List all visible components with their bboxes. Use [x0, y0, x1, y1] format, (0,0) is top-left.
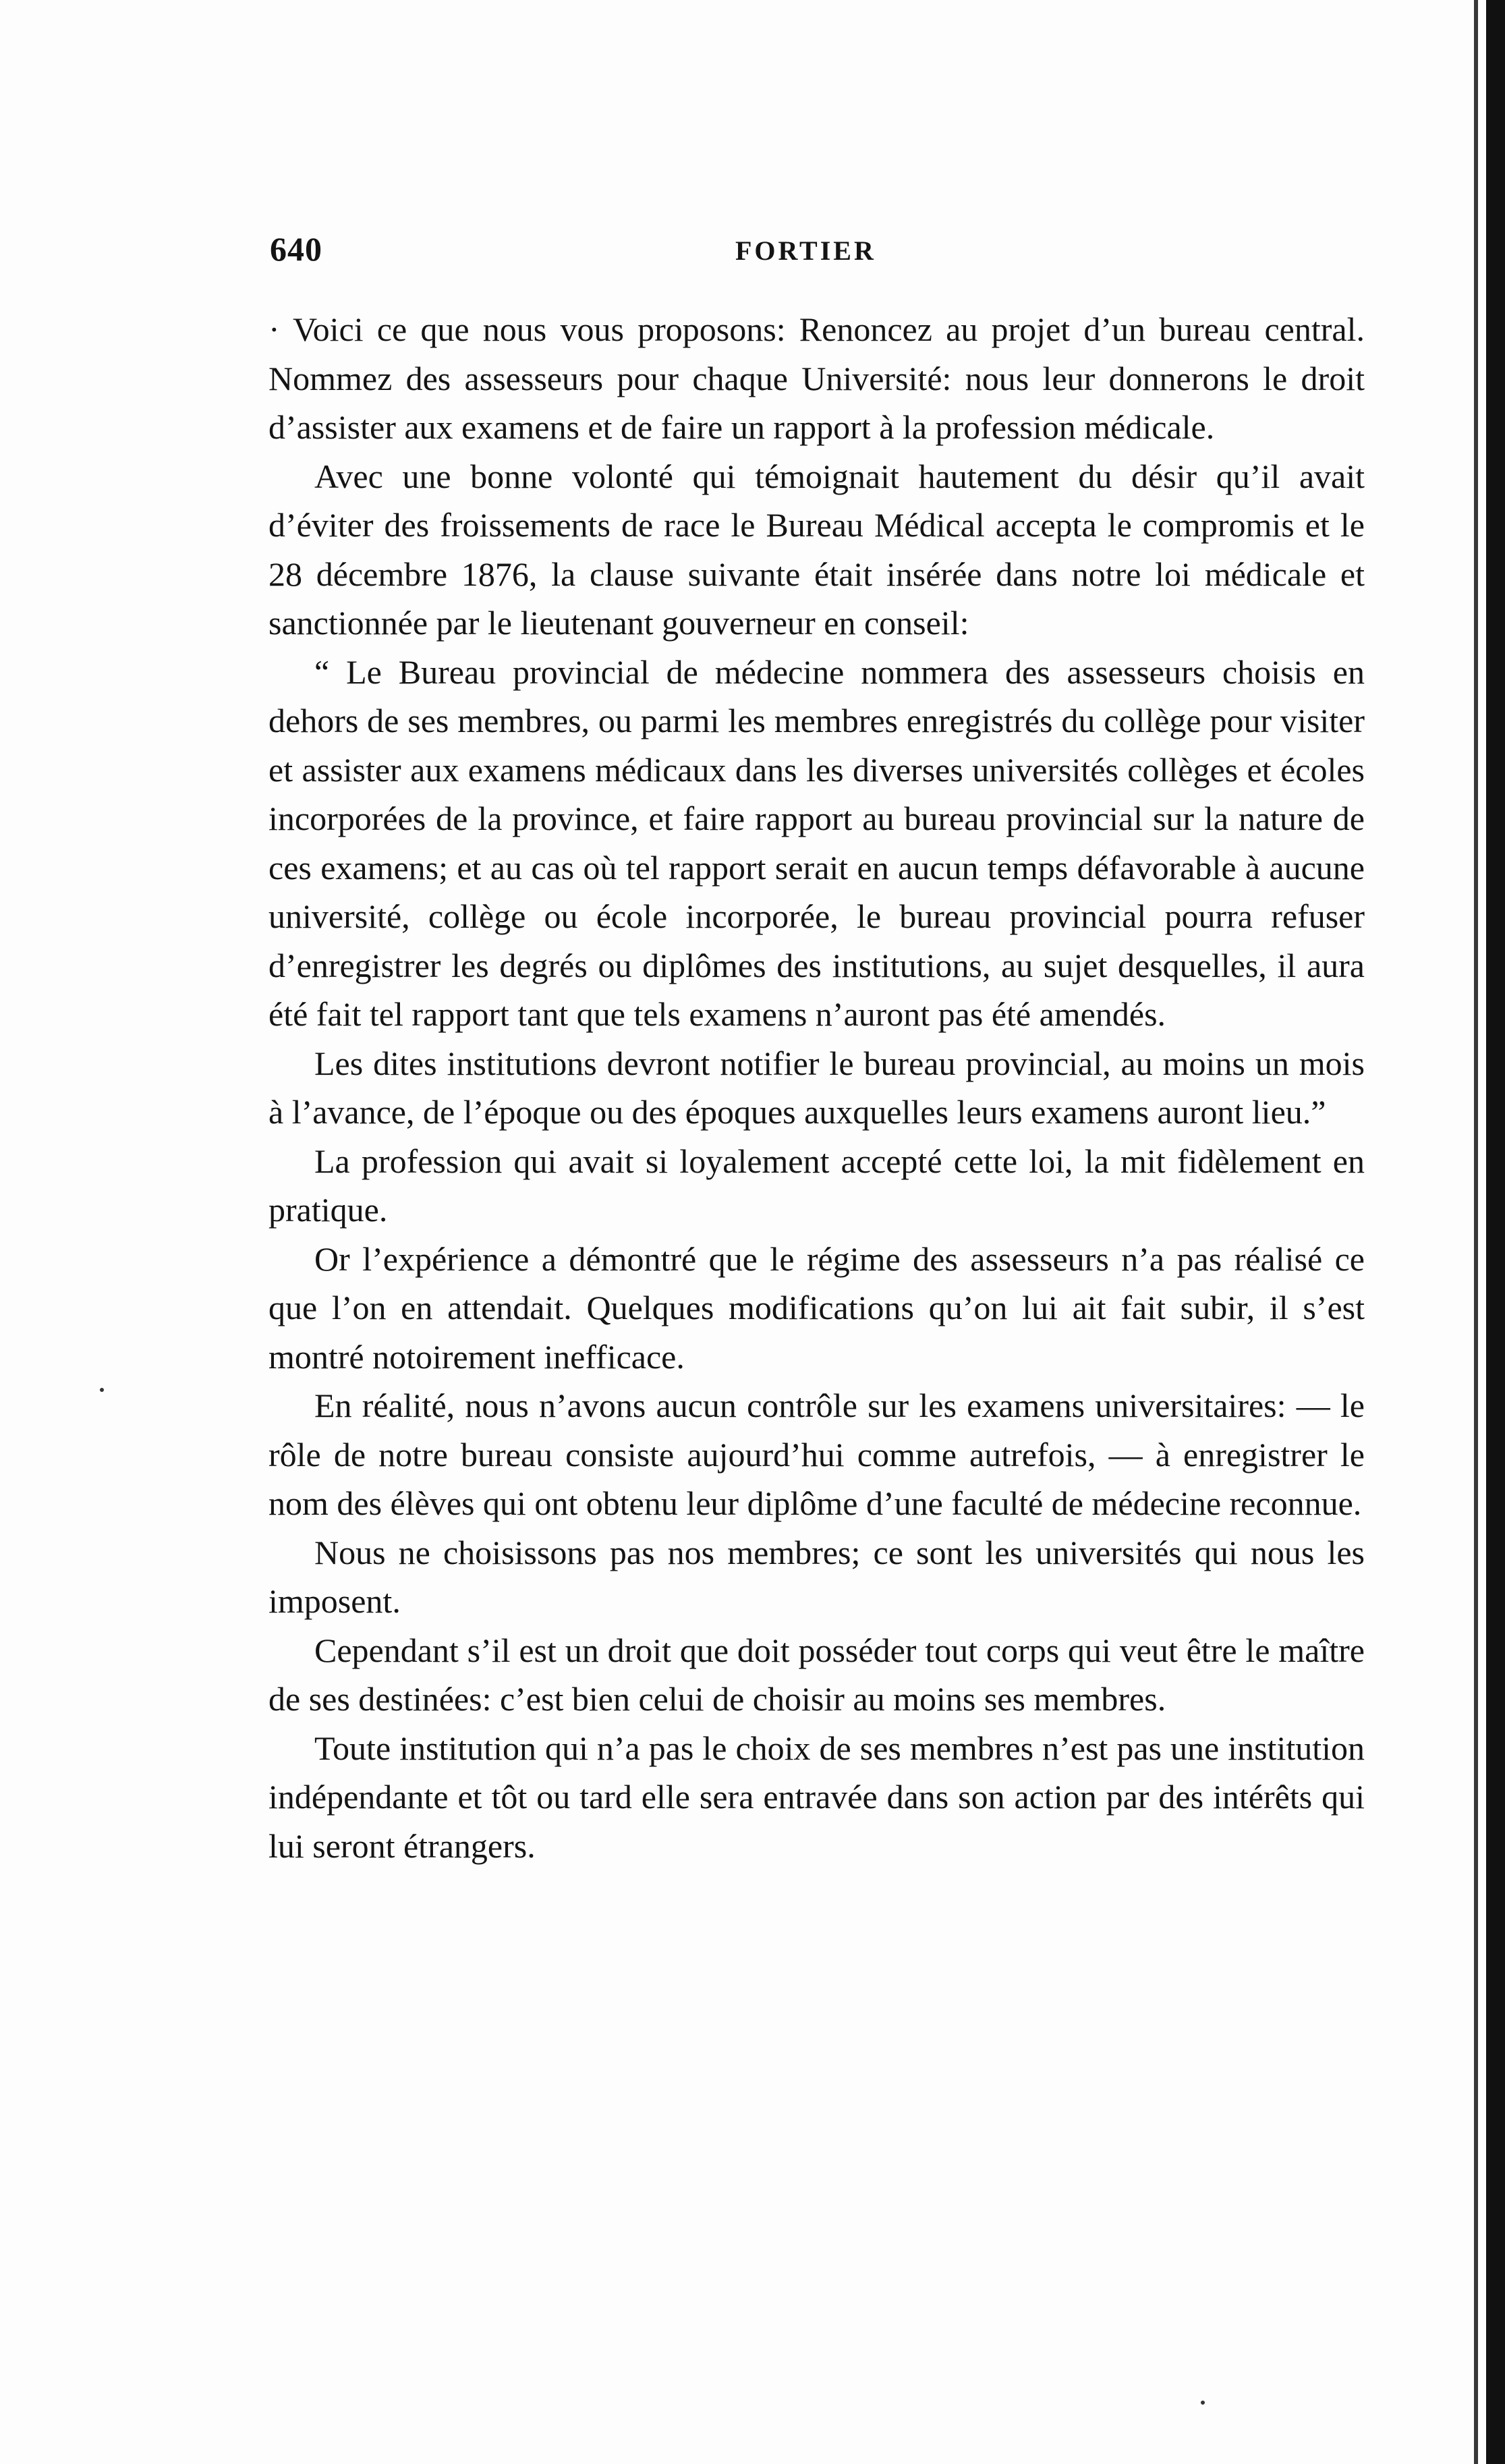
scan-speck [1201, 2401, 1205, 2405]
paragraph-8: Nous ne choisissons pas nos membres; ce sont les universités qui nous les imposent. [268, 1533, 1365, 1620]
page-header [270, 229, 1363, 277]
paragraph-9: Cependant s’il est un droit que doit posséder tout corps qui veut être le maître de ses destinées: c’est bien celui de choisir au moins ses membres. [268, 1631, 1365, 1718]
paragraph-3-quote: “ Le Bureau provincial de médecine nommera des assesseurs choisis en dehors de ses membres, ou parmi les membres enregistrés du collège pour visiter et assister aux examens médicaux dans les diverses universités collèges et écoles incorporées de la province, et faire rapport au bureau provincial sur la nature de ces examens; et au cas où tel rapport serait en aucun temps défavorable à aucune université, collège ou école incorporée, le bureau provincial pourra refuser d’enregistrer les degrés ou diplômes des institutions, au sujet desquelles, il aura été fait tel rapport tant que tels examens n’auront pas été amendés. [268, 652, 1365, 1033]
paragraph-6: Or l’expérience a démontré que le régime des assesseurs n’a pas réalisé ce que l’on en attendait. Quelques modifications qu’on lui ait fait subir, il s’est montré notoirement inefficace. [268, 1239, 1365, 1376]
paragraph-2: Avec une bonne volonté qui témoignait hautement du désir qu’il avait d’éviter des froissements de race le Bureau Médical accepta le compromis et le 28 décembre 1876, la clause suivante était insérée dans notre loi médicale et sanctionnée par le lieutenant gouverneur en conseil: [268, 457, 1365, 642]
paragraph-10: Toute institution qui n’a pas le choix de ses membres n’est pas une institution indépendante et tôt ou tard elle sera entravée dans son action par des intérêts qui lui seront étrangers. [268, 1729, 1365, 1865]
paragraph-4-quote: Les dites institutions devront notifier le bureau provincial, au moins un mois à l’avance, de l’époque ou des époques auxquelles leurs examens auront lieu.” [268, 1044, 1365, 1131]
page-number: 640 [270, 230, 322, 268]
scan-speck [100, 1388, 104, 1392]
body-text [268, 305, 1365, 1870]
paragraph-1: · Voici ce que nous vous proposons: Renoncez au projet d’un bureau central. Nommez des assesseurs pour chaque Université: nous leur donnerons le droit d’assister aux examens et de faire un rapport à la profession médicale. [268, 310, 1365, 446]
paragraph-7: En réalité, nous n’avons aucun contrôle sur les examens universitaires: — le rôle de notre bureau consiste aujourd’hui comme autrefois, — à enregistrer le nom des élèves qui ont obtenu leur diplôme d’une faculté de médecine reconnue. [268, 1387, 1365, 1522]
scan-edge-line [1474, 0, 1478, 2464]
running-head: FORTIER [735, 235, 876, 266]
paragraph-5: La profession qui avait si loyalement accepté cette loi, la mit fidèlement en pratique. [268, 1142, 1365, 1229]
scan-edge-shadow [1486, 0, 1505, 2464]
